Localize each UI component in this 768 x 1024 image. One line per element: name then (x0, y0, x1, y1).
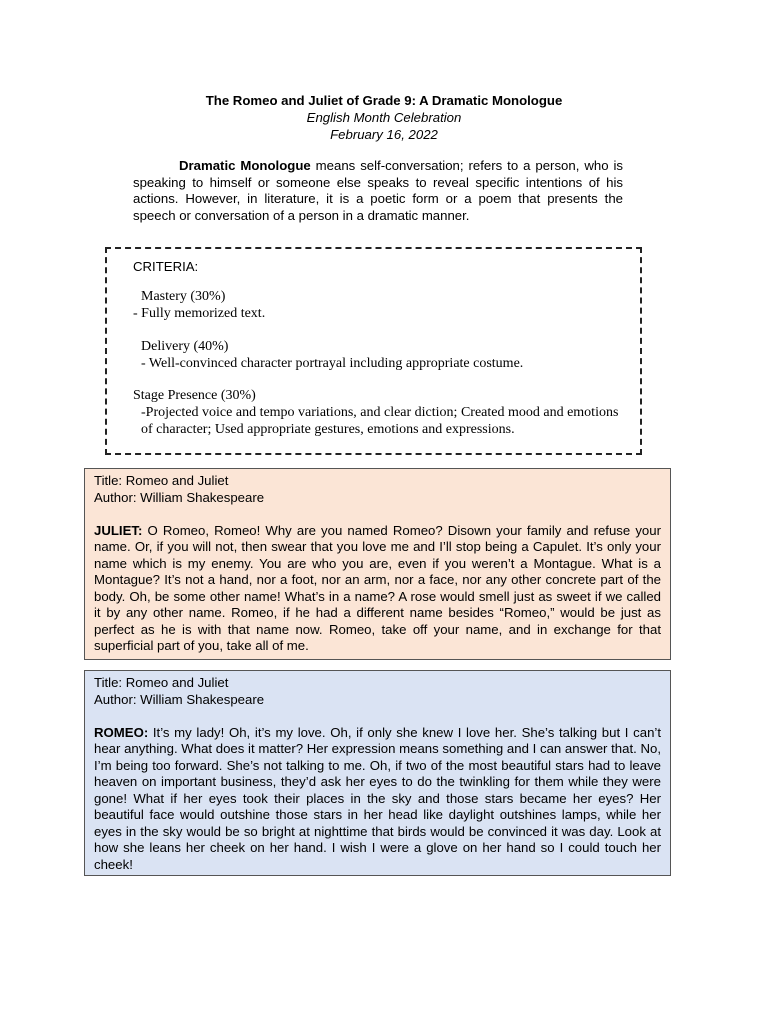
document-subtitle: English Month Celebration (306, 110, 462, 125)
criteria-box (105, 247, 642, 455)
criterion-desc-stage-presence: -Projected voice and tempo variations, and clear diction; Created mood and emotions of character; Used appropriate gestures, emotions and expressions. (141, 405, 619, 437)
monologue-speech (94, 725, 661, 874)
criterion-desc-delivery: - Well-convinced character portrayal including appropriate costume. (141, 356, 524, 371)
document-date: February 16, 2022 (330, 127, 438, 142)
intro-paragraph (133, 158, 623, 224)
speaker-label: JULIET: (94, 522, 143, 538)
document-header (0, 92, 768, 143)
criterion-heading-stage-presence: Stage Presence (30%) (133, 388, 256, 403)
romeo-monologue-box (84, 670, 671, 876)
criteria-label: CRITERIA: (133, 259, 199, 274)
monologue-title: Title: Romeo and Juliet (94, 675, 229, 690)
speech-text: It’s my lady! Oh, it’s my love. Oh, if only she knew I love her. She’s talking but I can’t hear anything. What does it matter? Her expression means something and I can answer that. No, I’m being too forward. She’s not talking to me. Oh, if two of the most beautiful stars had to leave heaven on important business, they’d ask her eyes to do the twinkling for them while they were gone! What if her eyes took their places in the sky and those stars became her eyes? Her beautiful face would outshine those stars in her head like daylight outshines lamps, while her eyes in the sky would be so bright at nighttime that birds would be convinced it was day. Look at how she leans her cheek on her hand. I wish I were a glove on her hand so I could touch her cheek! (94, 724, 661, 872)
document-title: The Romeo and Juliet of Grade 9: A Dramatic Monologue (205, 93, 563, 108)
monologue-author: Author: William Shakespeare (94, 489, 265, 505)
criterion-heading-delivery: Delivery (40%) (141, 339, 229, 354)
monologue-speech (94, 523, 661, 655)
intro-term: Dramatic Monologue (179, 158, 311, 173)
juliet-monologue-box (84, 468, 671, 660)
criterion-desc-mastery: - Fully memorized text. (133, 306, 266, 321)
monologue-title: Title: Romeo and Juliet (94, 473, 229, 488)
speech-text: O Romeo, Romeo! Why are you named Romeo? Disown your family and refuse your name. Or, if you will not, then swear that you love me and I’ll stop being a Capulet. It’s only your name which is my enemy. You are who you are, even if you weren’t a Montague. What is a Montague? It’s not a hand, nor a foot, nor an arm, nor a face, nor any other concrete part of the body. Oh, be some other name! What’s in a name? A rose would smell just as sweet if we called it by any other name. Romeo, if he had a different name besides “Romeo,” would be just as perfect as he is with that name now. Romeo, take off your name, and in exchange for that superficial part of you, take all of me. (94, 522, 661, 653)
intro-definition: means self-conversation; refers to a person, who is speaking to himself or someone else speaks to reveal specific intentions of his actions. However, in literature, it is a poetic form or a poem that presents the speech or conversation of a person in a dramatic manner. (133, 158, 623, 223)
criterion-heading-mastery: Mastery (30%) (141, 289, 226, 304)
monologue-author: Author: William Shakespeare (94, 691, 265, 707)
speaker-label: ROMEO: (94, 724, 149, 740)
